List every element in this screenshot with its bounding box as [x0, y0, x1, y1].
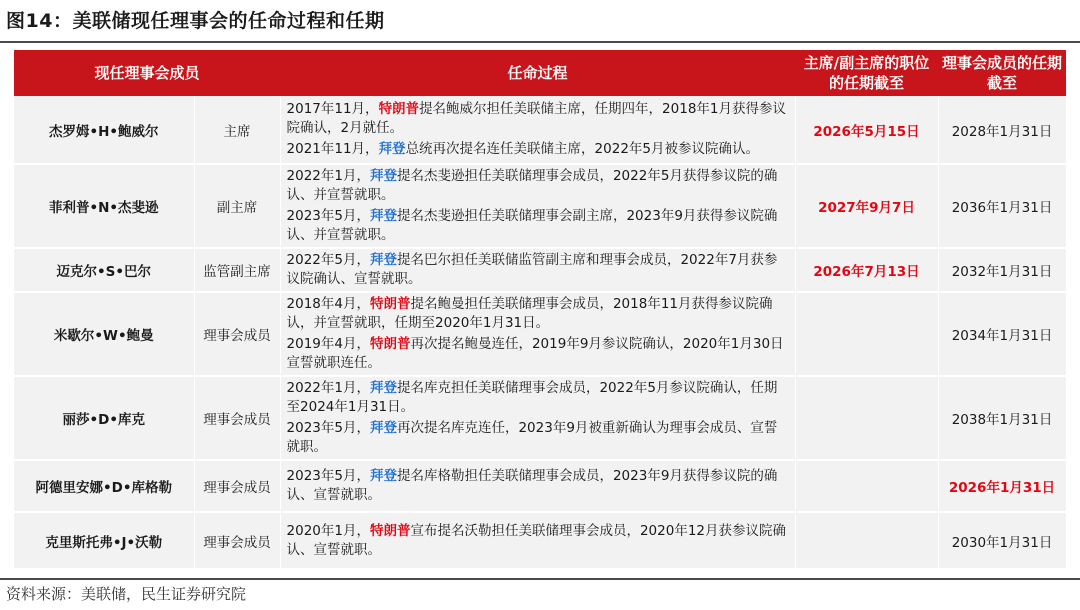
process-date: 2017年11月，: [286, 101, 379, 117]
member-name: 菲利普•N•杰斐逊: [14, 164, 194, 248]
process-paragraph: [287, 335, 789, 373]
member-name: 杰罗姆•H•鲍威尔: [14, 96, 194, 164]
header-process: 任命过程: [280, 50, 795, 96]
member-position: 监管副主席: [194, 248, 280, 292]
process-detail: 提名杰斐逊担任美联储理事会成员，2022年5月获得参议院的确认、并宣誓就职。: [286, 168, 778, 203]
process-detail: 提名库格勒担任美联储理事会成员，2023年9月获得参议院的确认、宣誓就职。: [286, 468, 778, 503]
member-name: 米歇尔•W•鲍曼: [14, 292, 194, 376]
process-date: 2018年4月，: [286, 296, 370, 312]
appointment-process: [280, 96, 795, 164]
chair-term-end: [795, 512, 938, 569]
process-date: 2022年1月，: [286, 168, 370, 184]
process-detail: 提名巴尔担任美联储监管副主席和理事会成员，2022年7月获参议院确认、宣誓就职。: [286, 252, 778, 287]
table-row: [14, 512, 1066, 569]
table-row: [14, 292, 1066, 376]
process-paragraph: [287, 379, 789, 417]
member-position: 理事会成员: [194, 512, 280, 569]
table-header-row: [14, 50, 1066, 96]
chair-term-end: [795, 460, 938, 512]
member-position: 理事会成员: [194, 460, 280, 512]
process-detail: 提名杰斐逊担任美联储理事会副主席，2023年9月获得参议院确认、并宣誓就职。: [286, 208, 778, 243]
process-detail: 提名鲍曼担任美联储理事会成员，2018年11月获得参议院确认，并宣誓就职，任期至2020年1月31日。: [286, 296, 773, 331]
process-detail: 提名鲍威尔担任美联储主席，任期四年，2018年1月获得参议院确认，2月就任。: [286, 101, 787, 136]
member-name: 迈克尔•S•巴尔: [14, 248, 194, 292]
appointment-process: [280, 460, 795, 512]
table-row: [14, 96, 1066, 164]
chair-term-end: [795, 376, 938, 460]
appointment-process: [280, 376, 795, 460]
process-paragraph: [287, 207, 789, 245]
process-detail: 再次提名库克连任，2023年9月被重新确认为理事会成员、宣誓就职。: [286, 420, 778, 455]
process-date: 2020年1月，: [286, 522, 370, 539]
process-detail: 再次提名鲍曼连任，2019年9月参议院确认，2020年1月30日宣誓就职连任。: [286, 336, 784, 371]
board-term-end: 2026年1月31日: [938, 460, 1066, 512]
process-paragraph: [287, 100, 789, 138]
process-paragraph: [287, 522, 789, 560]
process-paragraph: [287, 295, 789, 333]
process-paragraph: [287, 467, 789, 505]
nominator-name: 拜登: [378, 141, 406, 157]
nominator-name: 拜登: [369, 208, 397, 224]
member-name: 克里斯托弗•J•沃勒: [14, 512, 194, 569]
bottom-divider: [0, 578, 1080, 580]
process-date: 2023年5月，: [286, 208, 370, 224]
table-row: [14, 164, 1066, 248]
process-date: 2021年11月，: [286, 141, 379, 157]
member-name: 丽莎•D•库克: [14, 376, 194, 460]
appointment-process: [280, 292, 795, 376]
board-term-end: 2028年1月31日: [938, 96, 1066, 164]
member-position: 理事会成员: [194, 376, 280, 460]
process-detail: 总统再次提名连任美联储主席，2022年5月被参议院确认。: [405, 141, 760, 157]
chair-term-end: 2026年5月15日: [795, 96, 938, 164]
nominator-name: 拜登: [369, 168, 397, 184]
process-paragraph: [287, 167, 789, 205]
table-body: [14, 96, 1066, 569]
chair-term-end: [795, 292, 938, 376]
member-name: 阿德里安娜•D•库格勒: [14, 460, 194, 512]
board-term-end: 2038年1月31日: [938, 376, 1066, 460]
process-date: 2023年5月，: [286, 468, 370, 484]
header-chair-term: 主席/副主席的职位的任期截至: [795, 50, 938, 96]
table-row: [14, 248, 1066, 292]
board-term-end: 2030年1月31日: [938, 512, 1066, 569]
appointment-process: [280, 512, 795, 569]
board-term-end: 2032年1月31日: [938, 248, 1066, 292]
nominator-name: 拜登: [369, 420, 397, 436]
nominator-name: 拜登: [369, 380, 397, 396]
page-title: 图14：美联储现任理事会的任命过程和任期: [6, 10, 385, 32]
appointment-process: [280, 248, 795, 292]
member-position: 理事会成员: [194, 292, 280, 376]
nominator-name: 拜登: [369, 468, 397, 484]
process-paragraph: [287, 419, 789, 457]
title-divider: [0, 41, 1080, 43]
process-paragraph: [287, 251, 789, 289]
nominator-name: 特朗普: [378, 101, 420, 117]
chair-term-end: 2027年9月7日: [795, 164, 938, 248]
board-members-table: [14, 50, 1067, 570]
process-date: 2023年5月，: [286, 420, 370, 436]
process-detail: 提名库克担任美联储理事会成员，2022年5月参议院确认，任期至2024年1月31日。: [286, 380, 778, 415]
process-paragraph: [287, 140, 789, 159]
table-row: [14, 460, 1066, 512]
process-date: 2022年1月，: [286, 380, 370, 396]
chair-term-end: 2026年7月13日: [795, 248, 938, 292]
table-row: [14, 376, 1066, 460]
member-position: 副主席: [194, 164, 280, 248]
header-board-term: 理事会成员的任期截至: [938, 50, 1066, 96]
process-date: 2019年4月，: [286, 336, 370, 352]
appointment-process: [280, 164, 795, 248]
header-member: 现任理事会成员: [14, 50, 280, 96]
source-note: 资料来源：美联储，民生证券研究院: [6, 585, 247, 603]
member-position: 主席: [194, 96, 280, 164]
process-date: 2022年5月，: [286, 252, 370, 268]
nominator-name: 特朗普: [369, 522, 411, 539]
nominator-name: 特朗普: [369, 336, 411, 352]
board-term-end: 2036年1月31日: [938, 164, 1066, 248]
nominator-name: 拜登: [369, 252, 397, 268]
process-detail: 宣布提名沃勒担任美联储理事会成员，2020年12月获参议院确认、宣誓就职。: [286, 522, 787, 558]
board-term-end: 2034年1月31日: [938, 292, 1066, 376]
nominator-name: 特朗普: [369, 296, 411, 312]
